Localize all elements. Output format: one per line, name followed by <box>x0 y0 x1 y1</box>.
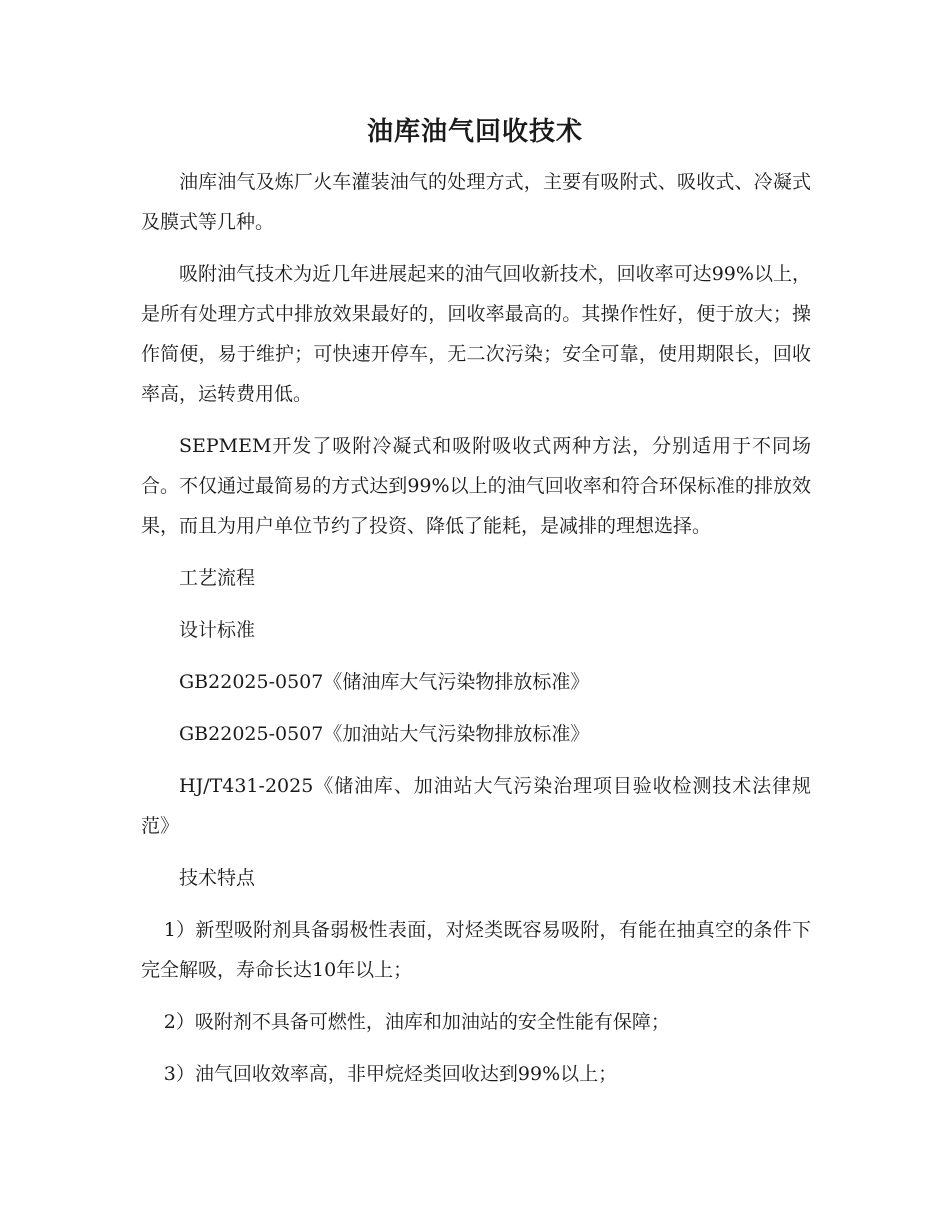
heading-process-flow: 工艺流程 <box>179 567 256 589</box>
standard-item: GB22025-0507《加油站大气污染物排放标准》 <box>179 723 590 745</box>
paragraph-sepmem: SEPMEM开发了吸附冷凝式和吸附吸收式两种方法，分别适用于不同场合。不仅通过最简易的方式达到99%以上的油气回收率和符合环保标准的排放效果，而且为用户单位节约了投资、降低了能耗，是减排的理想选择。 <box>141 435 811 537</box>
document-title: 油库油气回收技术 <box>366 117 583 147</box>
feature-item: 3）油气回收效率高，非甲烷烃类回收达到99%以上； <box>163 1063 618 1085</box>
heading-design-standards: 设计标准 <box>179 619 256 641</box>
heading-technical-features: 技术特点 <box>179 867 256 889</box>
feature-item: 2）吸附剂不具备可燃性，油库和加油站的安全性能有保障； <box>163 1011 670 1033</box>
paragraph-intro: 油库油气及炼厂火车灌装油气的处理方式，主要有吸附式、吸收式、冷凝式及膜式等几种。 <box>141 171 811 233</box>
document-body <box>141 162 811 1106</box>
standard-item: GB22025-0507《储油库大气污染物排放标准》 <box>179 671 590 693</box>
paragraph-adsorption: 吸附油气技术为近几年进展起来的油气回收新技术，回收率可达99%以上，是所有处理方式中排放效果最好的，回收率最高的。其操作性好，便于放大；操作简便，易于维护；可快速开停车，无二次污染；安全可靠，使用期限长，回收率高，运转费用低。 <box>141 263 811 405</box>
standard-item: HJ/T431-2025《储油库、加油站大气污染治理项目验收检测技术法律规范》 <box>141 775 811 837</box>
feature-item: 1）新型吸附剂具备弱极性表面，对烃类既容易吸附，有能在抽真空的条件下完全解吸，寿命长达10年以上； <box>141 919 811 981</box>
